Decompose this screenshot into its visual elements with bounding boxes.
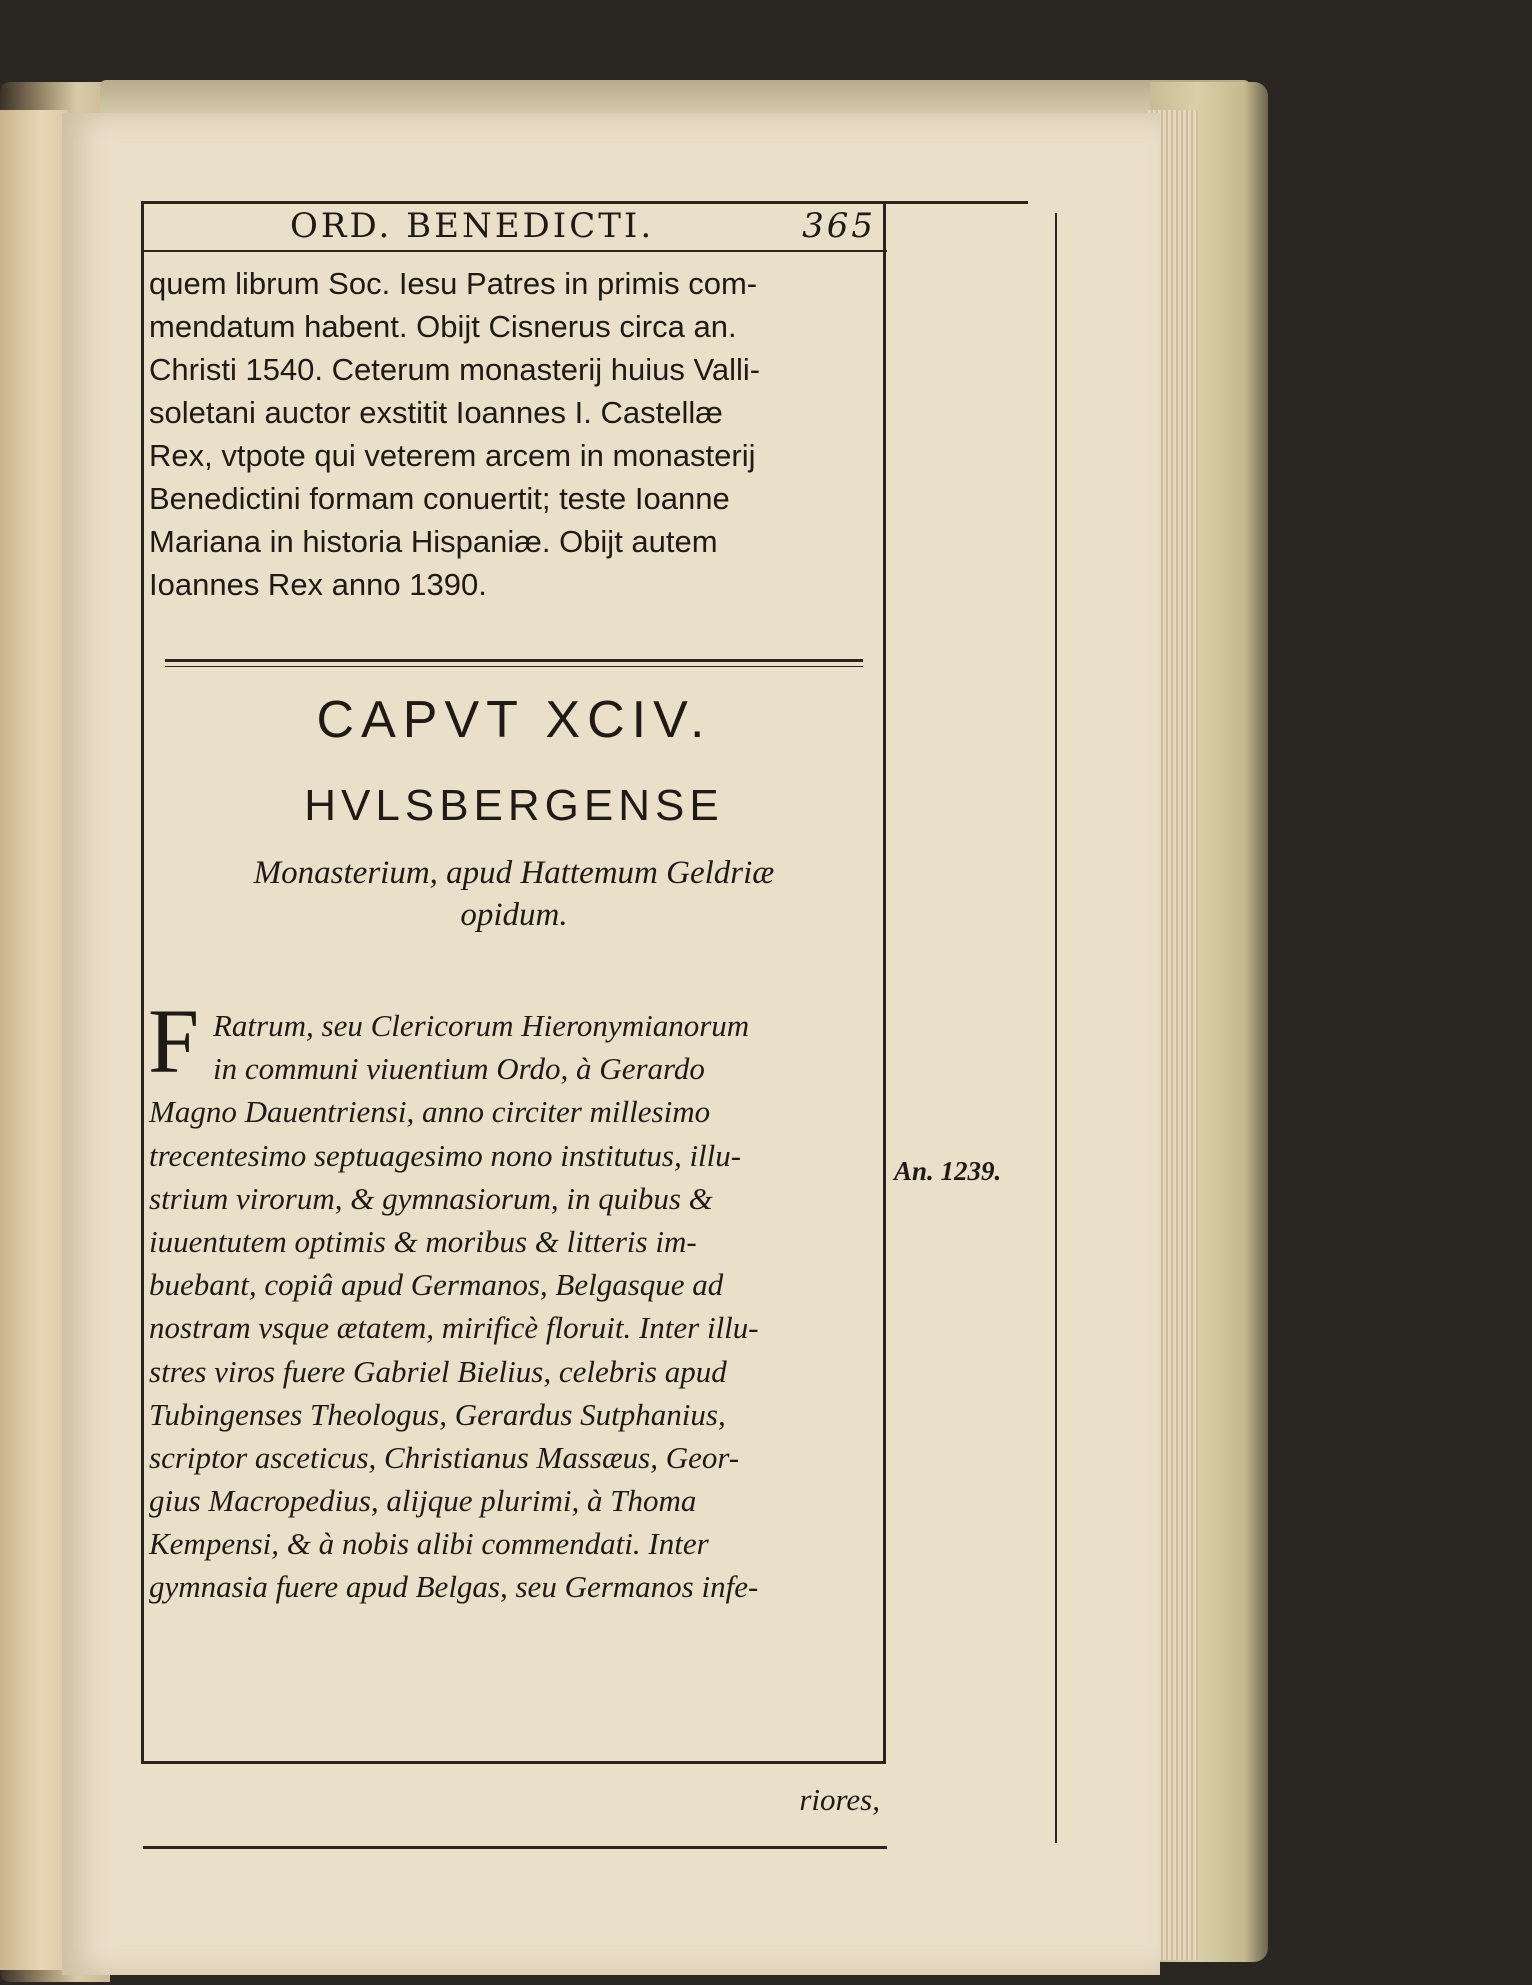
frame-bottom-rule: [141, 1761, 886, 1764]
text-line: soletani auctor exstitit Ioannes I. Castellæ: [149, 395, 723, 430]
text-line: scriptor asceticus, Christianus Massæus, Geor-: [149, 1439, 740, 1475]
paragraph-continued: [149, 262, 889, 606]
text-line: buebant, copiâ apud Germanos, Belgasque ad: [149, 1267, 724, 1303]
text-line: mendatum habent. Obijt Cisnerus circa an.: [149, 309, 737, 344]
subtitle-line: Monasterium, apud Hattemum Geldriæ: [253, 855, 775, 891]
text-line: iuuentutem optimis & moribus & litteris im-: [149, 1223, 697, 1259]
text-line: quem librum Soc. Iesu Patres in primis com-: [149, 266, 758, 301]
running-title: ORD. BENEDICTI.: [290, 206, 655, 246]
text-line: stres viros fuere Gabriel Bielius, celebris apud: [149, 1353, 727, 1389]
text-line: in communi viuentium Ordo, à Gerardo: [213, 1051, 705, 1087]
section-separator-thick: [165, 659, 863, 662]
text-line: Ratrum, seu Clericorum Hieronymianorum: [213, 1008, 750, 1043]
text-line: Tubingenses Theologus, Gerardus Sutphanius,: [149, 1396, 726, 1432]
text-line: Kempensi, & à nobis alibi commendati. Inter: [149, 1526, 709, 1562]
drop-cap: F: [148, 990, 200, 1092]
catchword: riores,: [799, 1782, 880, 1817]
text-line: Magno Dauentriensi, anno circiter millesimo: [149, 1094, 711, 1130]
running-head: [150, 206, 880, 246]
top-rule: [143, 201, 1028, 204]
text-line: gymnasia fuere apud Belgas, seu Germanos infe-: [149, 1569, 759, 1605]
text-line: Mariana in historia Hispaniæ. Obijt autem: [149, 524, 718, 559]
section-separator-thin: [165, 666, 863, 667]
text-line: strium virorum, & gymnasiorum, in quibus &: [149, 1180, 713, 1216]
header-rule: [143, 250, 887, 252]
margin-rule: [1055, 213, 1057, 1843]
chapter-subtitle: [149, 852, 879, 936]
bottom-rule: [143, 1846, 887, 1849]
margin-note-year: An. 1239.: [894, 1156, 1002, 1186]
frame-left-rule: [141, 201, 144, 1763]
chapter-title: HVLSBERGENSE: [304, 781, 724, 830]
previous-page-edge: [0, 110, 68, 1970]
text-line: Rex, vtpote qui veterem arcem in monasterij: [149, 438, 756, 473]
text-line: Christi 1540. Ceterum monasterij huius Valli-: [149, 352, 761, 387]
text-line: nostram vsque ætatem, mirificè floruit. Inter illu-: [149, 1310, 759, 1346]
page-number: 365: [802, 206, 876, 246]
text-line: trecentesimo septuagesimo nono institutus, illu-: [149, 1137, 742, 1173]
chapter-body: [149, 1004, 889, 1609]
text-line: gius Macropedius, alijque plurimi, à Thoma: [149, 1483, 697, 1519]
text-line: Benedictini formam conuertit; teste Ioanne: [149, 481, 730, 516]
chapter-number: CAPVT XCIV.: [316, 691, 712, 749]
subtitle-line: opidum.: [460, 897, 568, 933]
text-line: Ioannes Rex anno 1390.: [149, 567, 487, 602]
